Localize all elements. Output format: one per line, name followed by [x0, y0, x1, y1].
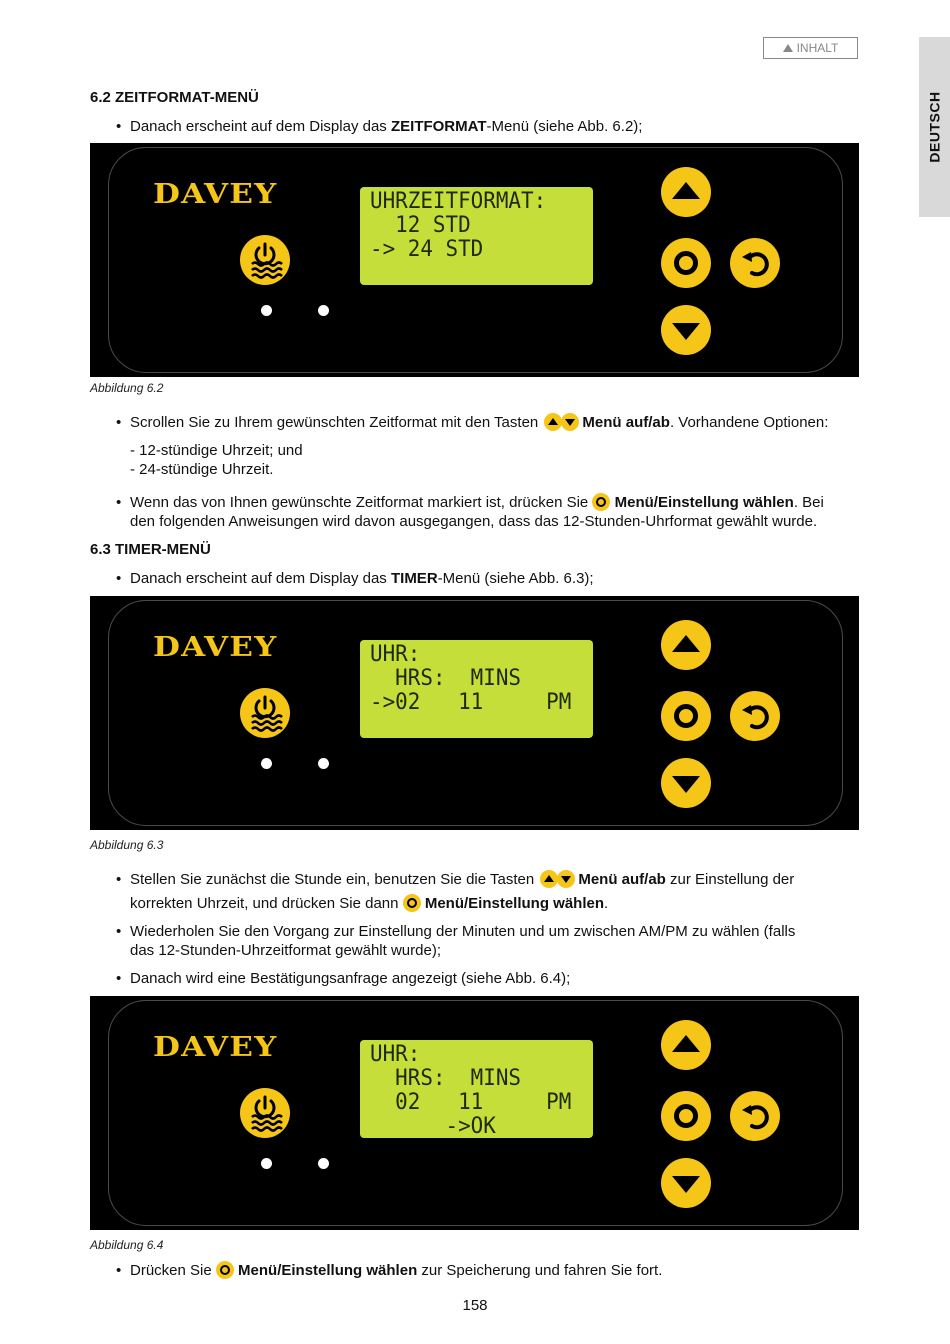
control-panel-figure: [90, 143, 859, 377]
section-heading-6-3: 6.3 TIMER-MENÜ: [90, 541, 211, 558]
bullet-text-continued: das 12-Stunden-Uhrzeitformat gewählt wurde);: [130, 942, 441, 959]
status-led: [261, 305, 272, 316]
triangle-up-icon: [783, 44, 793, 52]
language-tab-label: DEUTSCH: [926, 91, 943, 163]
circle-icon: [674, 1104, 698, 1128]
option-item: - 24-stündige Uhrzeit.: [130, 461, 274, 478]
back-arrow-icon: [730, 1091, 780, 1141]
select-key-icon: [216, 1261, 234, 1279]
lcd-line: HRS: MINS: [370, 1066, 522, 1091]
section-heading-6-2: 6.2 ZEITFORMAT-MENÜ: [90, 89, 259, 106]
inhalt-link[interactable]: [763, 37, 858, 59]
status-led: [318, 758, 329, 769]
arrow-down-icon: [672, 323, 700, 340]
status-led: [318, 305, 329, 316]
arrow-down-icon: [672, 776, 700, 793]
power-heat-icon: [240, 688, 290, 738]
arrow-up-icon: [672, 182, 700, 199]
power-heat-icon: [240, 235, 290, 285]
bullet-text: • Danach erscheint auf dem Display das ZEITFORMAT-Menü (siehe Abb. 6.2);: [130, 117, 642, 136]
bullet-text: • Danach wird eine Bestätigungsanfrage angezeigt (siehe Abb. 6.4);: [130, 969, 570, 988]
menu-up-button[interactable]: [661, 1020, 711, 1070]
menu-down-button[interactable]: [661, 305, 711, 355]
back-button[interactable]: [730, 691, 780, 741]
select-button[interactable]: [661, 238, 711, 288]
lcd-line: ->OK: [370, 1114, 496, 1139]
circle-icon: [674, 704, 698, 728]
back-arrow-icon: [730, 691, 780, 741]
menu-up-button[interactable]: [661, 167, 711, 217]
power-heat-icon: [240, 1088, 290, 1138]
back-button[interactable]: [730, 1091, 780, 1141]
bullet-text: • Wiederholen Sie den Vorgang zur Einstellung der Minuten und um zwischen AM/PM zu wählen (falls: [130, 922, 795, 941]
status-led: [261, 1158, 272, 1169]
status-led: [261, 758, 272, 769]
circle-icon: [674, 251, 698, 275]
lcd-display: [360, 187, 593, 285]
menu-up-button[interactable]: [661, 620, 711, 670]
control-panel-figure: [90, 596, 859, 830]
select-button[interactable]: [661, 691, 711, 741]
davey-logo: DAVEY: [153, 179, 278, 210]
figure-caption: Abbildung 6.4: [90, 1238, 164, 1252]
select-button[interactable]: [661, 1091, 711, 1141]
figure-caption: Abbildung 6.3: [90, 838, 164, 852]
select-key-icon: [592, 493, 610, 511]
page-number: 158: [462, 1297, 488, 1314]
lcd-line: HRS: MINS: [370, 666, 522, 691]
davey-logo: DAVEY: [153, 1032, 278, 1063]
lcd-line: 12 STD: [370, 213, 471, 238]
up-down-keys-icon: [540, 870, 575, 889]
inhalt-label: INHALT: [796, 41, 839, 55]
option-item: - 12-stündige Uhrzeit; und: [130, 442, 303, 459]
figure-caption: Abbildung 6.2: [90, 381, 164, 395]
lcd-line: -> 24 STD: [370, 237, 484, 262]
bullet-text: • Stellen Sie zunächst die Stunde ein, benutzen Sie die Tasten Menü auf/ab zur Einstellung der: [130, 870, 794, 889]
bullet-text: • Danach erscheint auf dem Display das TIMER-Menü (siehe Abb. 6.3);: [130, 569, 594, 588]
lcd-line: 02 11 PM: [370, 1090, 572, 1115]
lcd-line: UHR:: [370, 1042, 421, 1067]
menu-down-button[interactable]: [661, 1158, 711, 1208]
back-arrow-icon: [730, 238, 780, 288]
lcd-display: [360, 640, 593, 738]
menu-down-button[interactable]: [661, 758, 711, 808]
bullet-text-continued: korrekten Uhrzeit, und drücken Sie dann Menü/Einstellung wählen.: [130, 895, 609, 912]
language-tab: [919, 37, 950, 217]
arrow-up-icon: [672, 635, 700, 652]
bullet-text: • Drücken Sie Menü/Einstellung wählen zur Speicherung und fahren Sie fort.: [130, 1261, 662, 1280]
davey-logo: DAVEY: [153, 632, 278, 663]
bullet-text: • Wenn das von Ihnen gewünschte Zeitformat markiert ist, drücken Sie Menü/Einstellung wählen. Bei: [130, 493, 824, 512]
lcd-line: UHR:: [370, 642, 421, 667]
lcd-line: ->02 11 PM: [370, 690, 572, 715]
up-down-keys-icon: [544, 413, 579, 432]
arrow-down-icon: [672, 1176, 700, 1193]
back-button[interactable]: [730, 238, 780, 288]
bullet-text-continued: den folgenden Anweisungen wird davon ausgegangen, dass das 12-Stunden-Uhrformat gewählt wurde.: [130, 513, 818, 530]
status-led: [318, 1158, 329, 1169]
arrow-up-icon: [672, 1035, 700, 1052]
lcd-display: [360, 1040, 593, 1138]
bullet-text: • Scrollen Sie zu Ihrem gewünschten Zeitformat mit den Tasten Menü auf/ab. Vorhandene Optionen:: [130, 413, 828, 432]
lcd-line: UHRZEITFORMAT:: [370, 189, 547, 214]
control-panel-figure: [90, 996, 859, 1230]
select-key-icon: [403, 894, 421, 912]
